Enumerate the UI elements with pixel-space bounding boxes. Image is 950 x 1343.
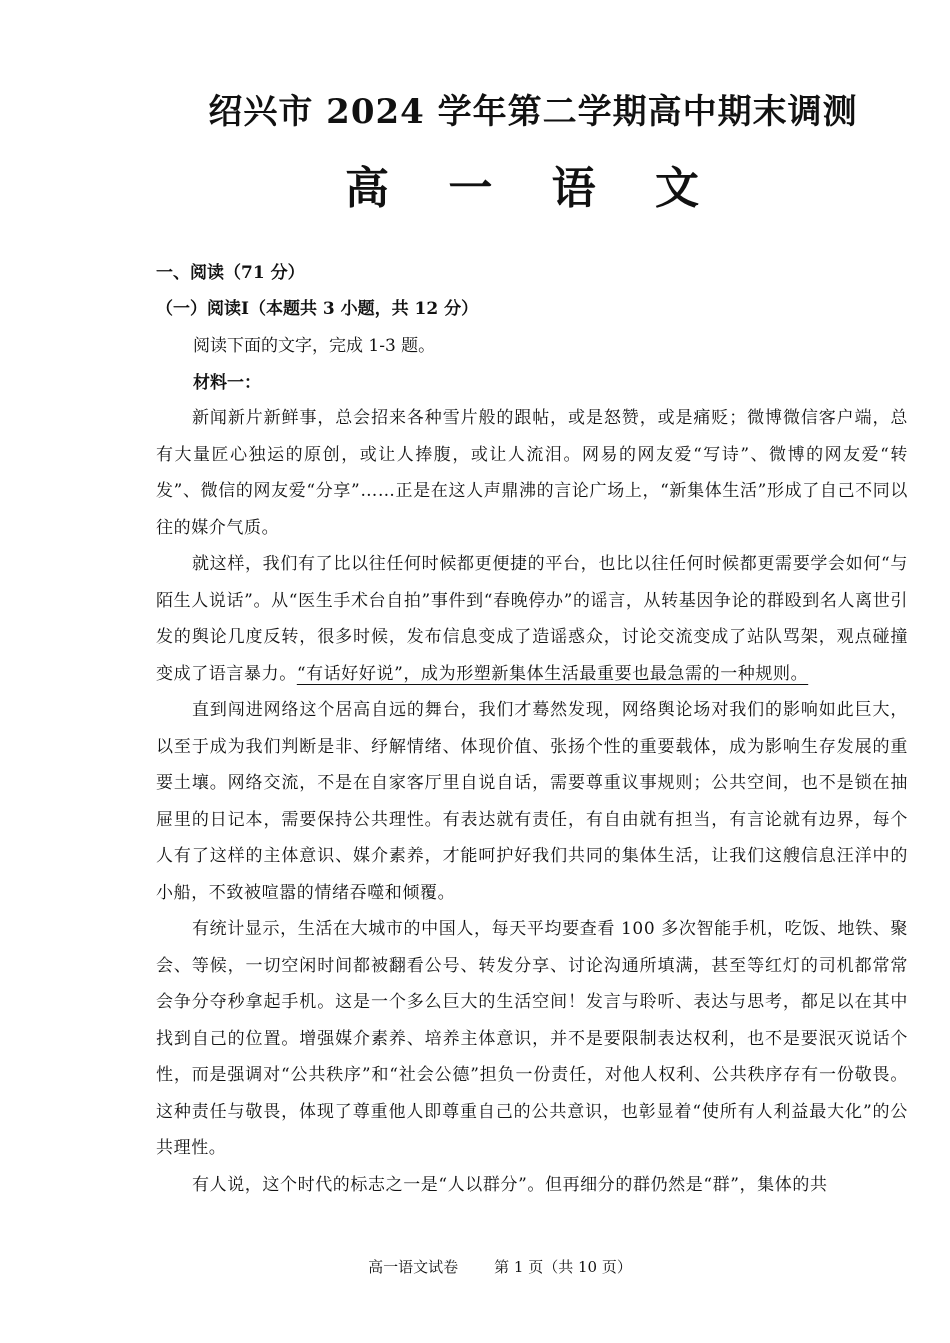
passage-paragraph-4 xyxy=(156,911,908,1167)
paragraph-text: 有统计显示，生活在大城市的中国人，每天平均要查看 100 多次智能手机，吃饭、地铁、聚会、等候，一切空闲时间都被翻看公号、转发分享、讨论沟通所填满，甚至等红灯的司机都常常会争分夺秒拿起手机。这是一个多么巨大的生活空间！发言与聆听、表达与思考，都足以在其中找到自己的位置。增强媒介素养、培养主体意识，并不是要限制表达权利，也不是要泯灭说话个性，而是强调对“公共秩序”和“社会公德”担负一份责任，对他人权利、公共秩序存有一份敬畏。这种责任与敬畏，体现了尊重他人即尊重自己的公共意识，也彰显着“使所有人利益最大化”的公共理性。 xyxy=(156,919,908,1158)
reading-instruction: 阅读下面的文字，完成 1-3 题。 xyxy=(193,336,436,356)
subject-title: 高 一 语 文 xyxy=(345,163,721,214)
passage-paragraph-2 xyxy=(156,546,908,692)
underlined-sentence: “有话好好说”，成为形塑新集体生活最重要也最急需的一种规则。 xyxy=(296,663,809,684)
passage-paragraph-3 xyxy=(156,692,908,911)
passage-paragraph-5 xyxy=(156,1167,908,1204)
section-heading: 一、阅读（71 分） xyxy=(156,263,305,283)
paragraph-text: 新闻新片新鲜事，总会招来各种雪片般的跟帖，或是怒赞，或是痛贬；微博微信客户端，总有大量匠心独运的原创，或让人捧腹，或让人流泪。网易的网友爱“写诗”、微博的网友爱“转发”、微信的网友爱“分享”……正是在这人声鼎沸的言论广场上，“新集体生活”形成了自己不同以往的媒介气质。 xyxy=(156,408,908,538)
paragraph-text: 就这样，我们有了比以往任何时候都更便捷的平台，也比以往任何时候都更需要学会如何“与陌生人说话”。从“医生手术台自拍”事件到“春晚停办”的谣言，从转基因争论的群殴到名人离世引发的舆论几度反转，很多时候，发布信息变成了造谣惑众，讨论交流变成了站队骂架，观点碰撞变成了语言暴力。 xyxy=(156,554,908,684)
passage-body xyxy=(156,400,908,1203)
passage-paragraph-1 xyxy=(156,400,908,546)
page-footer xyxy=(0,1256,950,1277)
exam-title: 绍兴市 2024 学年第二学期高中期末调测 xyxy=(208,92,858,132)
paragraph-text: 有人说，这个时代的标志之一是“人以群分”。但再细分的群仍然是“群”，集体的共 xyxy=(192,1174,828,1195)
sub-section-heading: （一）阅读Ⅰ（本题共 3 小题，共 12 分） xyxy=(156,299,479,319)
paper-name: 高一语文试卷 xyxy=(368,1258,459,1276)
material-label: 材料一： xyxy=(193,373,261,393)
page-number: 第 1 页（共 10 页） xyxy=(494,1258,632,1276)
paragraph-text: 直到闯进网络这个居高自远的舞台，我们才蓦然发现，网络舆论场对我们的影响如此巨大，以至于成为我们判断是非、纾解情绪、体现价值、张扬个性的重要载体，成为影响生存发展的重要土壤。网络交流，不是在自家客厅里自说自话，需要尊重议事规则；公共空间，也不是锁在抽屉里的日记本，需要保持公共理性。有表达就有责任，有自由就有担当，有言论就有边界，每个人有了这样的主体意识、媒介素养，才能呵护好我们共同的集体生活，让我们这艘信息汪洋中的小船，不致被喧嚣的情绪吞噬和倾覆。 xyxy=(156,700,908,903)
